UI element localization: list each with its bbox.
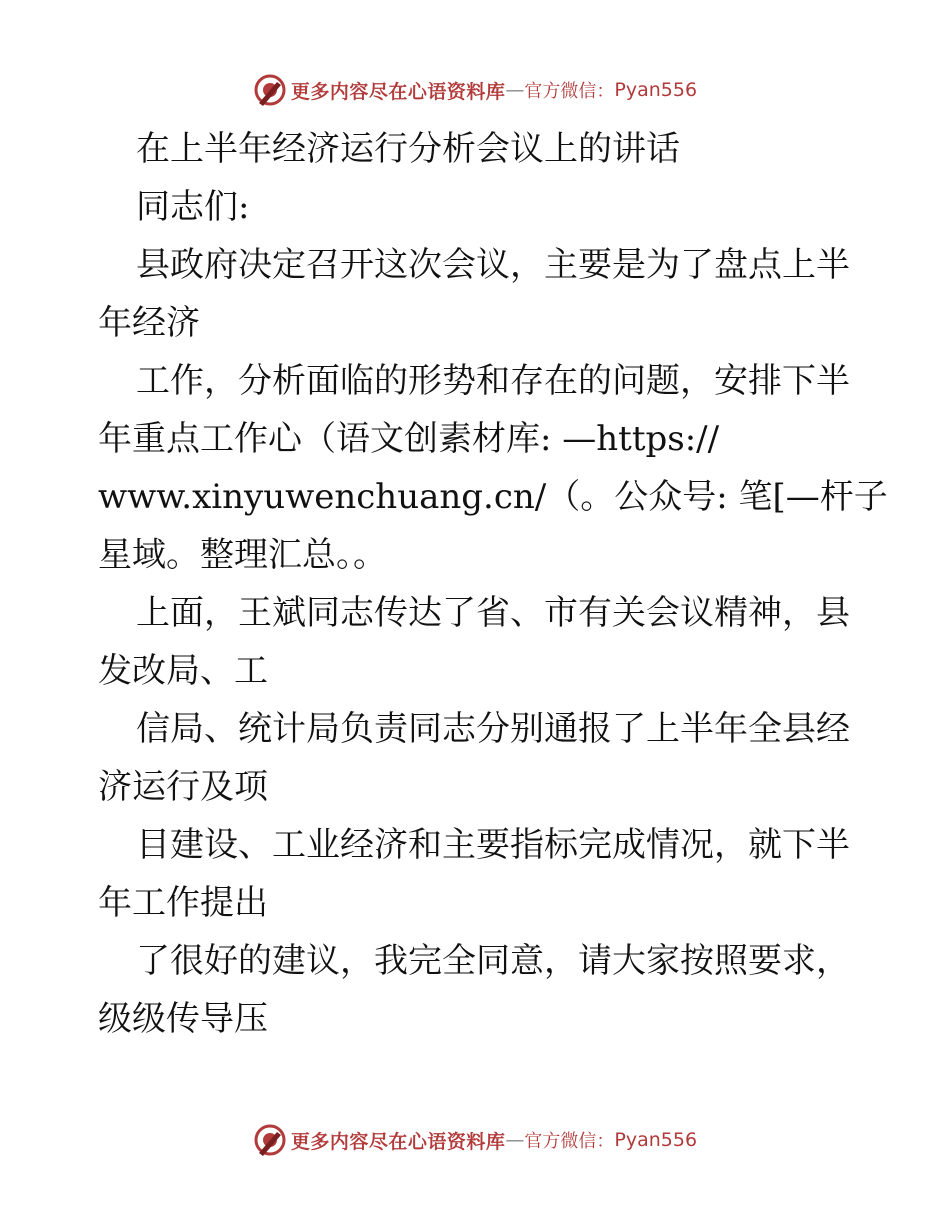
text-line: 了很好的建议，我完全同意，请大家按照要求， (136, 941, 850, 981)
watermark-contact-id: Pyan556 (614, 1129, 698, 1151)
watermark-dash: — (505, 79, 525, 101)
watermark-text: 更多内容尽在心语资料库 (290, 1130, 506, 1153)
text-line: 年重点工作心（语文创素材库: —https:// (98, 419, 720, 459)
text-line: 发改局、工 (98, 651, 268, 691)
text-line: 星域。整理汇总。。 (98, 535, 387, 575)
text-line: 上面，王斌同志传达了省、市有关会议精神，县 (136, 593, 850, 633)
watermark-footer (0, 1120, 950, 1160)
salutation: 同志们: (136, 187, 250, 227)
text-line: 济运行及项 (98, 767, 268, 807)
document-title: 在上半年经济运行分析会议上的讲话 (136, 129, 680, 169)
watermark-contact-id: Pyan556 (614, 79, 698, 101)
text-line: 年工作提出 (98, 883, 268, 923)
text-line: 目建设、工业经济和主要指标完成情况，就下半 (136, 825, 850, 865)
watermark-contact-label: 官方微信： (524, 81, 615, 102)
text-line: 信局、统计局负责同志分别通报了上半年全县经 (136, 709, 850, 749)
text-line: 年经济 (98, 303, 200, 343)
text-line: www.xinyuwenchuang.cn/（。公众号: 笔[—杆子 (98, 477, 888, 517)
watermark-header (0, 70, 950, 110)
watermark-dash: — (505, 1129, 525, 1151)
text-line: 级级传导压 (98, 999, 268, 1039)
watermark-contact-label: 官方微信： (524, 1131, 615, 1152)
logo-pen-icon (253, 73, 287, 107)
watermark-text: 更多内容尽在心语资料库 (290, 80, 506, 103)
text-line: 县政府决定召开这次会议，主要是为了盘点上半 (136, 245, 850, 285)
text-line: 工作，分析面临的形势和存在的问题，安排下半 (136, 361, 850, 401)
document-body (98, 120, 888, 1048)
logo-pen-icon (253, 1123, 287, 1157)
